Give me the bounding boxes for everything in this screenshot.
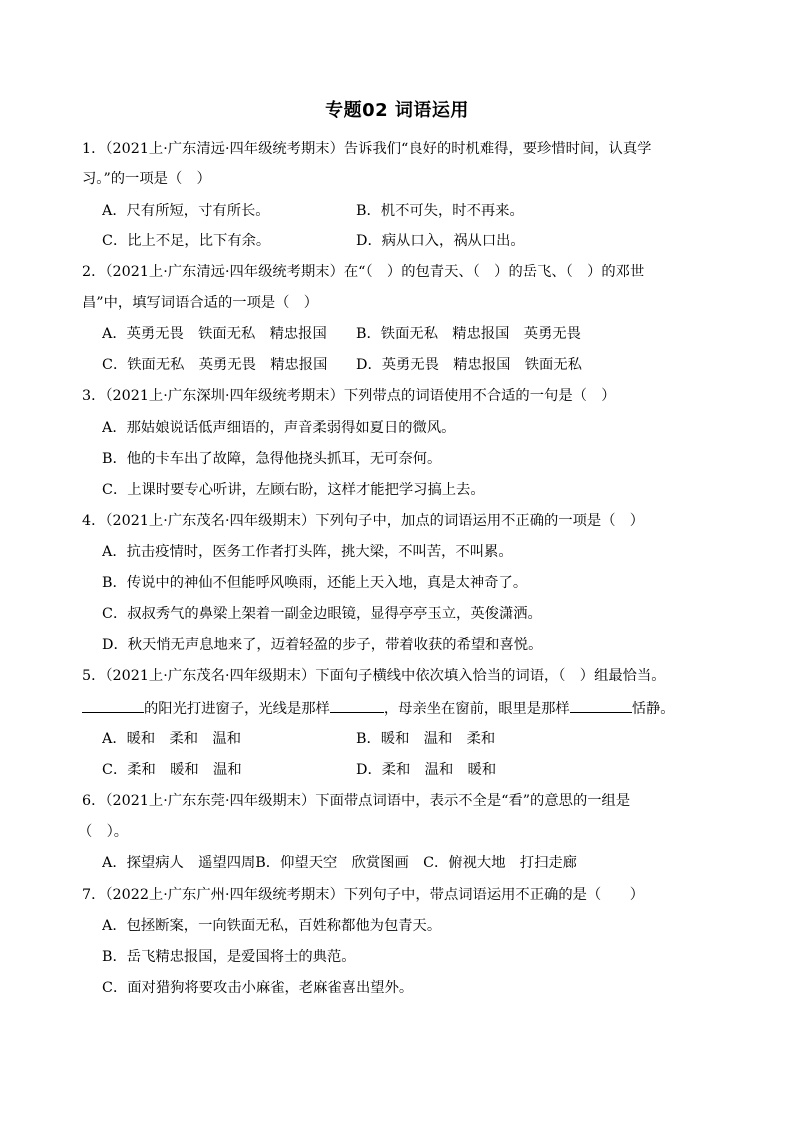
question-1-option-d[interactable]: D．病从口入，祸从口出。 xyxy=(356,233,525,249)
question-6-stem: 6．（2021上·广东东莞·四年级期末）下面带点词语中，表示不全是“看”的意思的一组是 xyxy=(82,793,631,809)
question-7-option-c[interactable]: C．面对猎狗将要攻击小麻雀，老麻雀喜出望外。 xyxy=(102,980,414,996)
question-1-stem: 1．（2021上·广东清远·四年级统考期末）告诉我们“良好的时机难得，要珍惜时间，认真学 xyxy=(82,141,652,157)
question-4-stem: 4．（2021上·广东茂名·四年级期末）下列句子中，加点的词语运用不正确的一项是（ ） xyxy=(82,513,645,529)
question-3-option-b[interactable]: B．他的卡车出了故障，急得他挠头抓耳，无可奈何。 xyxy=(102,451,442,467)
fill-blank-3[interactable] xyxy=(570,698,632,713)
question-2-stem: 2．（2021上·广东清远·四年级统考期末）在“（ ）的包青天、（ ）的岳飞、（ ）的邓世 xyxy=(82,264,645,280)
question-7-stem: 7．（2022上·广东广州·四年级统考期末）下列句子中，带点词语运用不正确的是（ ） xyxy=(82,887,645,903)
question-7-option-a[interactable]: A．包拯断案，一向铁面无私，百姓称都他为包青天。 xyxy=(102,918,442,934)
question-1-option-b[interactable]: B．机不可失，时不再来。 xyxy=(356,203,524,219)
question-2-option-d[interactable]: D．英勇无畏 精忠报国 铁面无私 xyxy=(356,357,582,373)
question-3-option-c[interactable]: C．上课时要专心听讲，左顾右盼，这样才能把学习搞上去。 xyxy=(102,482,485,498)
question-1-option-a[interactable]: A．尺有所短，寸有所长。 xyxy=(102,203,270,219)
question-2-stem-cont: 昌”中，填写词语合适的一项是（ ） xyxy=(82,295,319,311)
question-6-options[interactable]: A．探望病人 遥望四周B．仰望天空 欣赏图画 C．俯视大地 打扫走廊 xyxy=(102,855,577,871)
sentence-part-1: 的阳光打进窗子，光线是那样 xyxy=(144,701,330,717)
question-2-option-c[interactable]: C．铁面无私 英勇无畏 精忠报国 xyxy=(102,357,328,373)
question-2-option-b[interactable]: B．铁面无私 精忠报国 英勇无畏 xyxy=(356,326,581,342)
question-5-option-d[interactable]: D．柔和 温和 暖和 xyxy=(356,762,497,778)
fill-blank-2[interactable] xyxy=(330,698,384,713)
question-4-option-b[interactable]: B．传说中的神仙不但能呼风唤雨，还能上天入地，真是太神奇了。 xyxy=(102,575,528,591)
question-5-option-a[interactable]: A．暖和 柔和 温和 xyxy=(102,731,241,747)
sentence-part-2: ，母亲坐在窗前，眼里是那样 xyxy=(383,701,570,717)
question-7-option-b[interactable]: B．岳飞精忠报国，是爱国将士的典范。 xyxy=(102,949,356,965)
question-4-option-a[interactable]: A．抗击疫情时，医务工作者打头阵，挑大梁，不叫苦，不叫累。 xyxy=(102,544,513,560)
question-4-option-d[interactable]: D．秋天悄无声息地来了，迈着轻盈的步子，带着收获的希望和喜悦。 xyxy=(102,637,543,653)
sentence-part-3: 恬静。 xyxy=(631,701,675,717)
question-2-option-a[interactable]: A．英勇无畏 铁面无私 精忠报国 xyxy=(102,326,327,342)
page-title: 专题02 词语运用 xyxy=(325,100,469,121)
question-6-stem-cont: （ ）。 xyxy=(78,824,129,840)
question-1-stem-cont: 习。”的一项是（ ） xyxy=(82,171,211,187)
question-4-option-c[interactable]: C．叔叔秀气的鼻梁上架着一副金边眼镜，显得亭亭玉立，英俊潇洒。 xyxy=(102,606,542,622)
question-3-stem: 3．（2021上·广东深圳·四年级统考期末）下列带点的词语使用不合适的一句是（ ） xyxy=(82,388,616,404)
question-1-option-c[interactable]: C．比上不足，比下有余。 xyxy=(102,233,271,249)
fill-blank-1[interactable] xyxy=(82,698,144,713)
question-5-fill-sentence xyxy=(82,698,718,719)
question-5-option-b[interactable]: B．暖和 温和 柔和 xyxy=(356,731,496,747)
question-5-option-c[interactable]: C．柔和 暖和 温和 xyxy=(102,762,242,778)
question-5-stem: 5．（2021上·广东茂名·四年级期末）下面句子横线中依次填入恰当的词语，（ ）组最恰当。 xyxy=(82,668,666,684)
question-3-option-a[interactable]: A．那姑娘说话低声细语的，声音柔弱得如夏日的微风。 xyxy=(102,420,456,436)
